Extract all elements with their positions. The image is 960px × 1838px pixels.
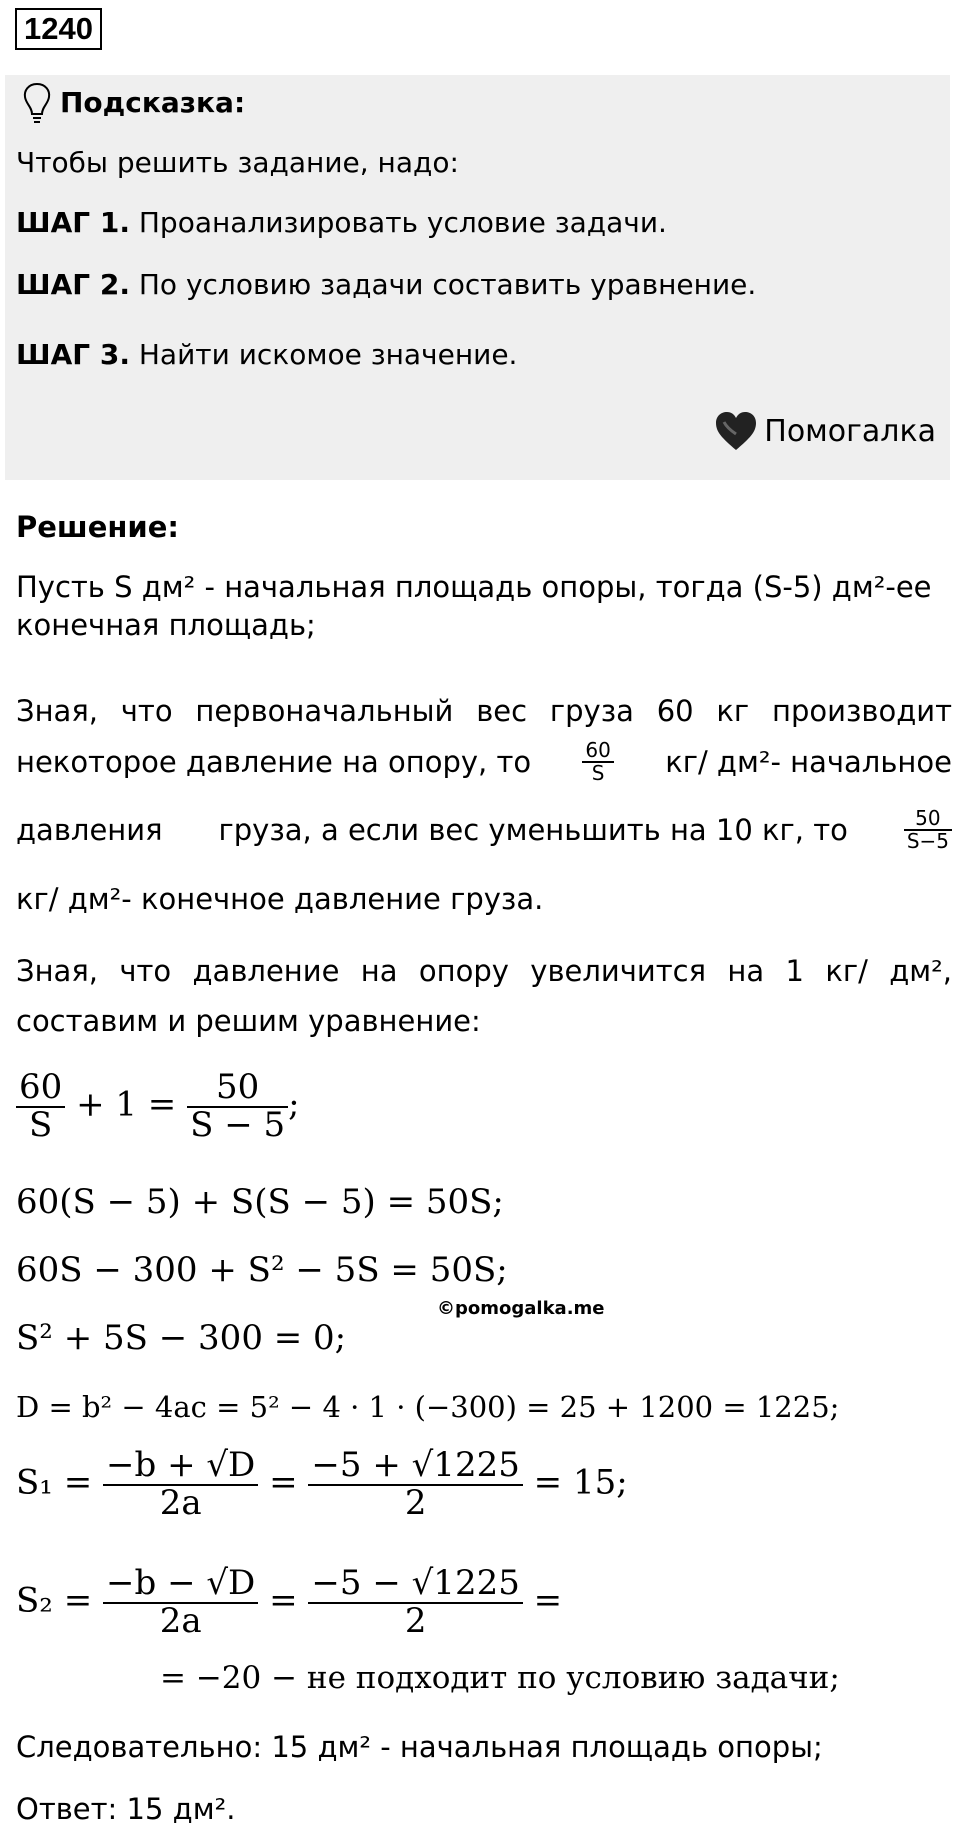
hint-step-2 [16, 268, 756, 301]
equation-text: S₁ = [16, 1462, 104, 1503]
fraction-denominator: S − 5 [190, 1104, 286, 1145]
fraction-denominator: 2a [159, 1600, 202, 1641]
fraction-denominator: 2 [404, 1482, 427, 1523]
solution-paragraph-2-line-2 [16, 740, 952, 784]
hint-step-3 [16, 338, 517, 371]
fraction [308, 1563, 522, 1641]
lightbulb-icon [22, 82, 52, 124]
fraction-denominator: 2a [159, 1482, 202, 1523]
fraction-50-over-s-minus-5 [904, 808, 952, 852]
fraction-numerator: 60 [582, 740, 613, 763]
equation-text: = 15; [522, 1462, 628, 1503]
step-label: ШАГ 1. [16, 206, 130, 239]
solution-paragraph-2-line-1: Зная, что первоначальный вес груза 60 кг производит [16, 694, 952, 728]
text-fragment: некоторое давление на опору, то [16, 744, 532, 779]
step-text: Найти искомое значение. [129, 338, 518, 371]
text-fragment: давления [16, 812, 163, 847]
discriminant-equation: D = b² − 4ac = 5² − 4 · 1 · (−300) = 25 + 1200 = 1225; [16, 1390, 840, 1424]
solution-paragraph-2-line-3 [16, 808, 952, 852]
conclusion: Следовательно: 15 дм² - начальная площадь опоры; [16, 1730, 823, 1764]
hint-intro: Чтобы решить задание, надо: [16, 146, 459, 179]
equation-4: S² + 5S − 300 = 0; [16, 1318, 347, 1358]
answer: Ответ: 15 дм². [16, 1792, 236, 1826]
fraction [103, 1445, 258, 1523]
root-2-rejection: = −20 − не подходит по условию задачи; [160, 1660, 840, 1696]
fraction-denominator: S [591, 761, 605, 785]
heart-icon [714, 410, 758, 452]
fraction-numerator: −5 + √1225 [308, 1448, 522, 1486]
fraction-numerator: −b − √D [103, 1566, 258, 1604]
hint-title: Подсказка: [60, 86, 246, 119]
text-fragment: груза, а если вес уменьшить на 10 кг, то [218, 812, 848, 847]
root-1-equation: S₁ = $\frac{-b + √D}{2a}$ = $\frac{-5 + √1225}{2}$ = 15; [16, 1445, 628, 1523]
equation-2: 60(S − 5) + S(S − 5) = 50S; [16, 1182, 504, 1222]
fraction [16, 1067, 65, 1145]
root-2-equation: S₂ = $\frac{-b - √D}{2a}$ = $\frac{-5 - √1225}{2}$ = [16, 1563, 563, 1641]
brand-link[interactable]: Помогалка [764, 414, 936, 449]
equation-1 [16, 1067, 300, 1145]
solution-paragraph-1: Пусть S дм² - начальная площадь опоры, тогда (S-5) дм²-ее конечная площадь; [16, 570, 932, 643]
step-text: Проанализировать условие задачи. [129, 206, 667, 239]
solution-paragraph-3-line-2: составим и решим уравнение: [16, 1004, 481, 1038]
fraction-numerator: 50 [904, 808, 952, 831]
fraction [187, 1067, 288, 1145]
task-number: 1240 [15, 8, 102, 50]
step-label: ШАГ 3. [16, 338, 130, 371]
fraction-60-over-s [582, 740, 613, 784]
fraction-numerator: 60 [16, 1070, 65, 1108]
fraction-denominator: 2 [404, 1600, 427, 1641]
text-fragment: кг/ дм²- начальное [665, 744, 952, 779]
equation-3: 60S − 300 + S² − 5S = 50S; [16, 1250, 508, 1290]
solution-paragraph-3-line-1: Зная, что давление на опору увеличится на 1 кг/ дм², [16, 954, 952, 988]
fraction-numerator: −b + √D [103, 1448, 258, 1486]
fraction [103, 1563, 258, 1641]
fraction-numerator: −5 − √1225 [308, 1566, 522, 1604]
fraction-denominator: S [28, 1104, 53, 1145]
equation-text: S₂ = [16, 1580, 104, 1621]
equation-text: = [522, 1580, 563, 1621]
equation-text: + 1 = [65, 1084, 188, 1125]
solution-heading: Решение: [16, 510, 180, 544]
watermark: ©pomogalka.me [437, 1298, 605, 1319]
solution-paragraph-2-line-4: кг/ дм²- конечное давление груза. [16, 882, 544, 916]
step-label: ШАГ 2. [16, 268, 130, 301]
hint-step-1 [16, 206, 667, 239]
fraction-numerator: 50 [187, 1070, 288, 1108]
equation-text: ; [288, 1084, 300, 1125]
step-text: По условию задачи составить уравнение. [129, 268, 757, 301]
fraction [308, 1445, 522, 1523]
fraction-denominator: S−5 [906, 829, 949, 853]
